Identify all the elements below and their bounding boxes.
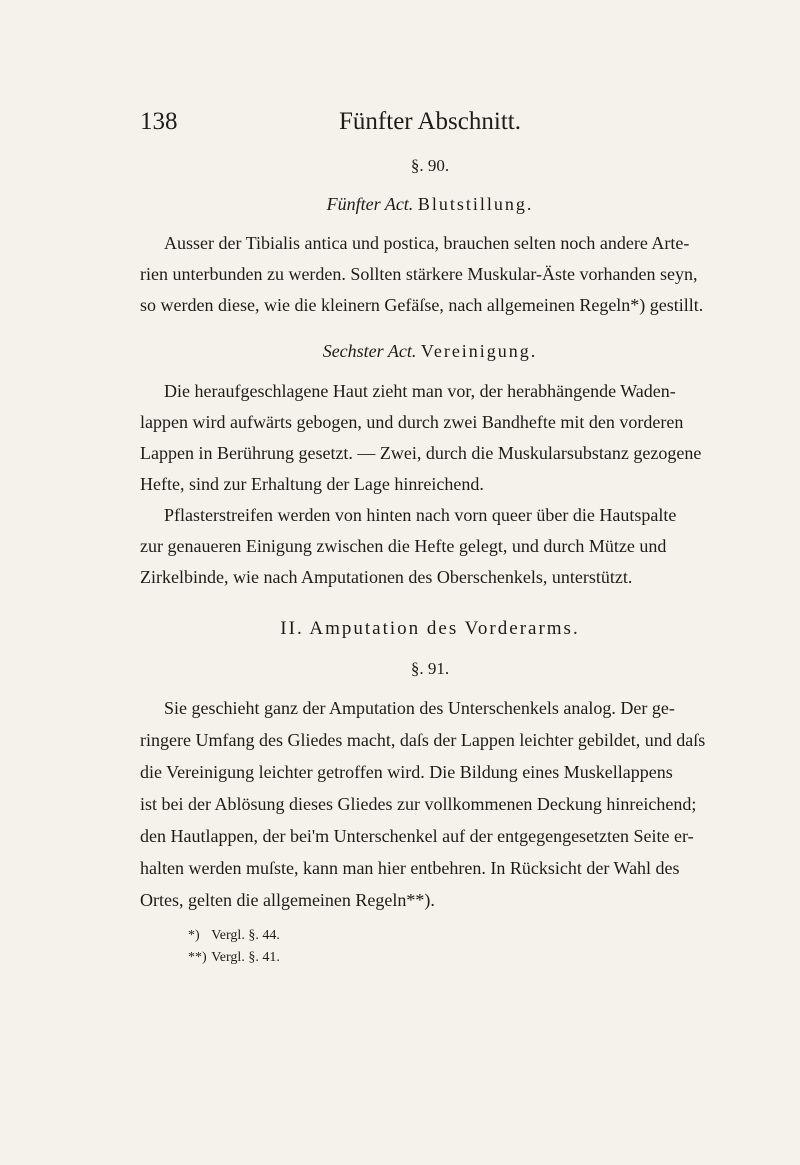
text-line: Zirkelbinde, wie nach Amputationen des Oberschenkels, unterstützt. (140, 567, 633, 587)
text-line: Hefte, sind zur Erhaltung der Lage hinreichend. (140, 474, 484, 494)
text-line: zur genaueren Einigung zwischen die Hefte gelegt, und durch Mütze und (140, 536, 667, 556)
text-line: die Vereinigung leichter getroffen wird. Die Bildung eines Muskellappens (140, 762, 673, 782)
act-heading-6 (140, 336, 720, 367)
section-number-90: §. 90. (410, 156, 450, 175)
footnote-1 (188, 926, 280, 946)
text-line: Pflasterstreifen werden von hinten nach vorn queer über die Hautspalte (164, 505, 677, 525)
text-line: lappen wird aufwärts gebogen, und durch zwei Bandhefte mit den vorderen (140, 412, 684, 432)
act-label: Fünfter Act. (326, 194, 414, 214)
paragraph-vereinigung-2 (140, 500, 720, 593)
section-number-91: §. 91. (410, 659, 450, 678)
act-label: Sechster Act. (322, 341, 417, 361)
act-title: Blutstillung. (417, 194, 534, 214)
footnote-text: Vergl. §. 44. (211, 928, 280, 943)
footnote-2 (188, 948, 280, 968)
text-line: Die heraufgeschlagene Haut zieht man vor, der herabhängende Waden- (164, 381, 676, 401)
page-header (140, 108, 720, 140)
text-line: ist bei der Ablösung dieses Gliedes zur vollkommenen Deckung hinreichend; (140, 794, 697, 814)
text-line: Ortes, gelten die allgemeinen Regeln**). (140, 890, 435, 910)
running-title: Fünfter Abschnitt. (339, 108, 521, 135)
section-heading-vorderarm: II. Amputation des Vorderarms. (280, 618, 580, 639)
text-line: halten werden muſste, kann man hier entbehren. In Rücksicht der Wahl des (140, 858, 680, 878)
text-line: so werden diese, wie die kleinern Gefäſse, nach allgemeinen Regeln*) gestillt. (140, 295, 704, 315)
paragraph-blutstillung (140, 228, 720, 321)
text-line: Ausser der Tibialis antica und postica, brauchen selten noch andere Arte- (164, 233, 690, 253)
text-line: rien unterbunden zu werden. Sollten stärkere Muskular-Äste vorhanden seyn, (140, 264, 698, 284)
paragraph-vorderarm (140, 692, 720, 916)
text-line: den Hautlappen, der bei'm Unterschenkel auf der entgegengesetzten Seite er- (140, 826, 694, 846)
text-line: Sie geschieht ganz der Amputation des Unterschenkels analog. Der ge- (164, 698, 675, 718)
page-number: 138 (140, 108, 178, 135)
act-title: Vereinigung. (420, 341, 538, 361)
act-heading-5 (140, 189, 720, 220)
footnote-mark: *) (188, 928, 200, 943)
text-line: Lappen in Berührung gesetzt. — Zwei, durch die Muskularsubstanz gezogene (140, 443, 702, 463)
text-line: ringere Umfang des Gliedes macht, daſs der Lappen leichter gebildet, und daſs (140, 730, 706, 750)
footnote-text: Vergl. §. 41. (211, 950, 280, 965)
paragraph-vereinigung-1 (140, 376, 720, 500)
footnote-mark: **) (188, 950, 207, 965)
